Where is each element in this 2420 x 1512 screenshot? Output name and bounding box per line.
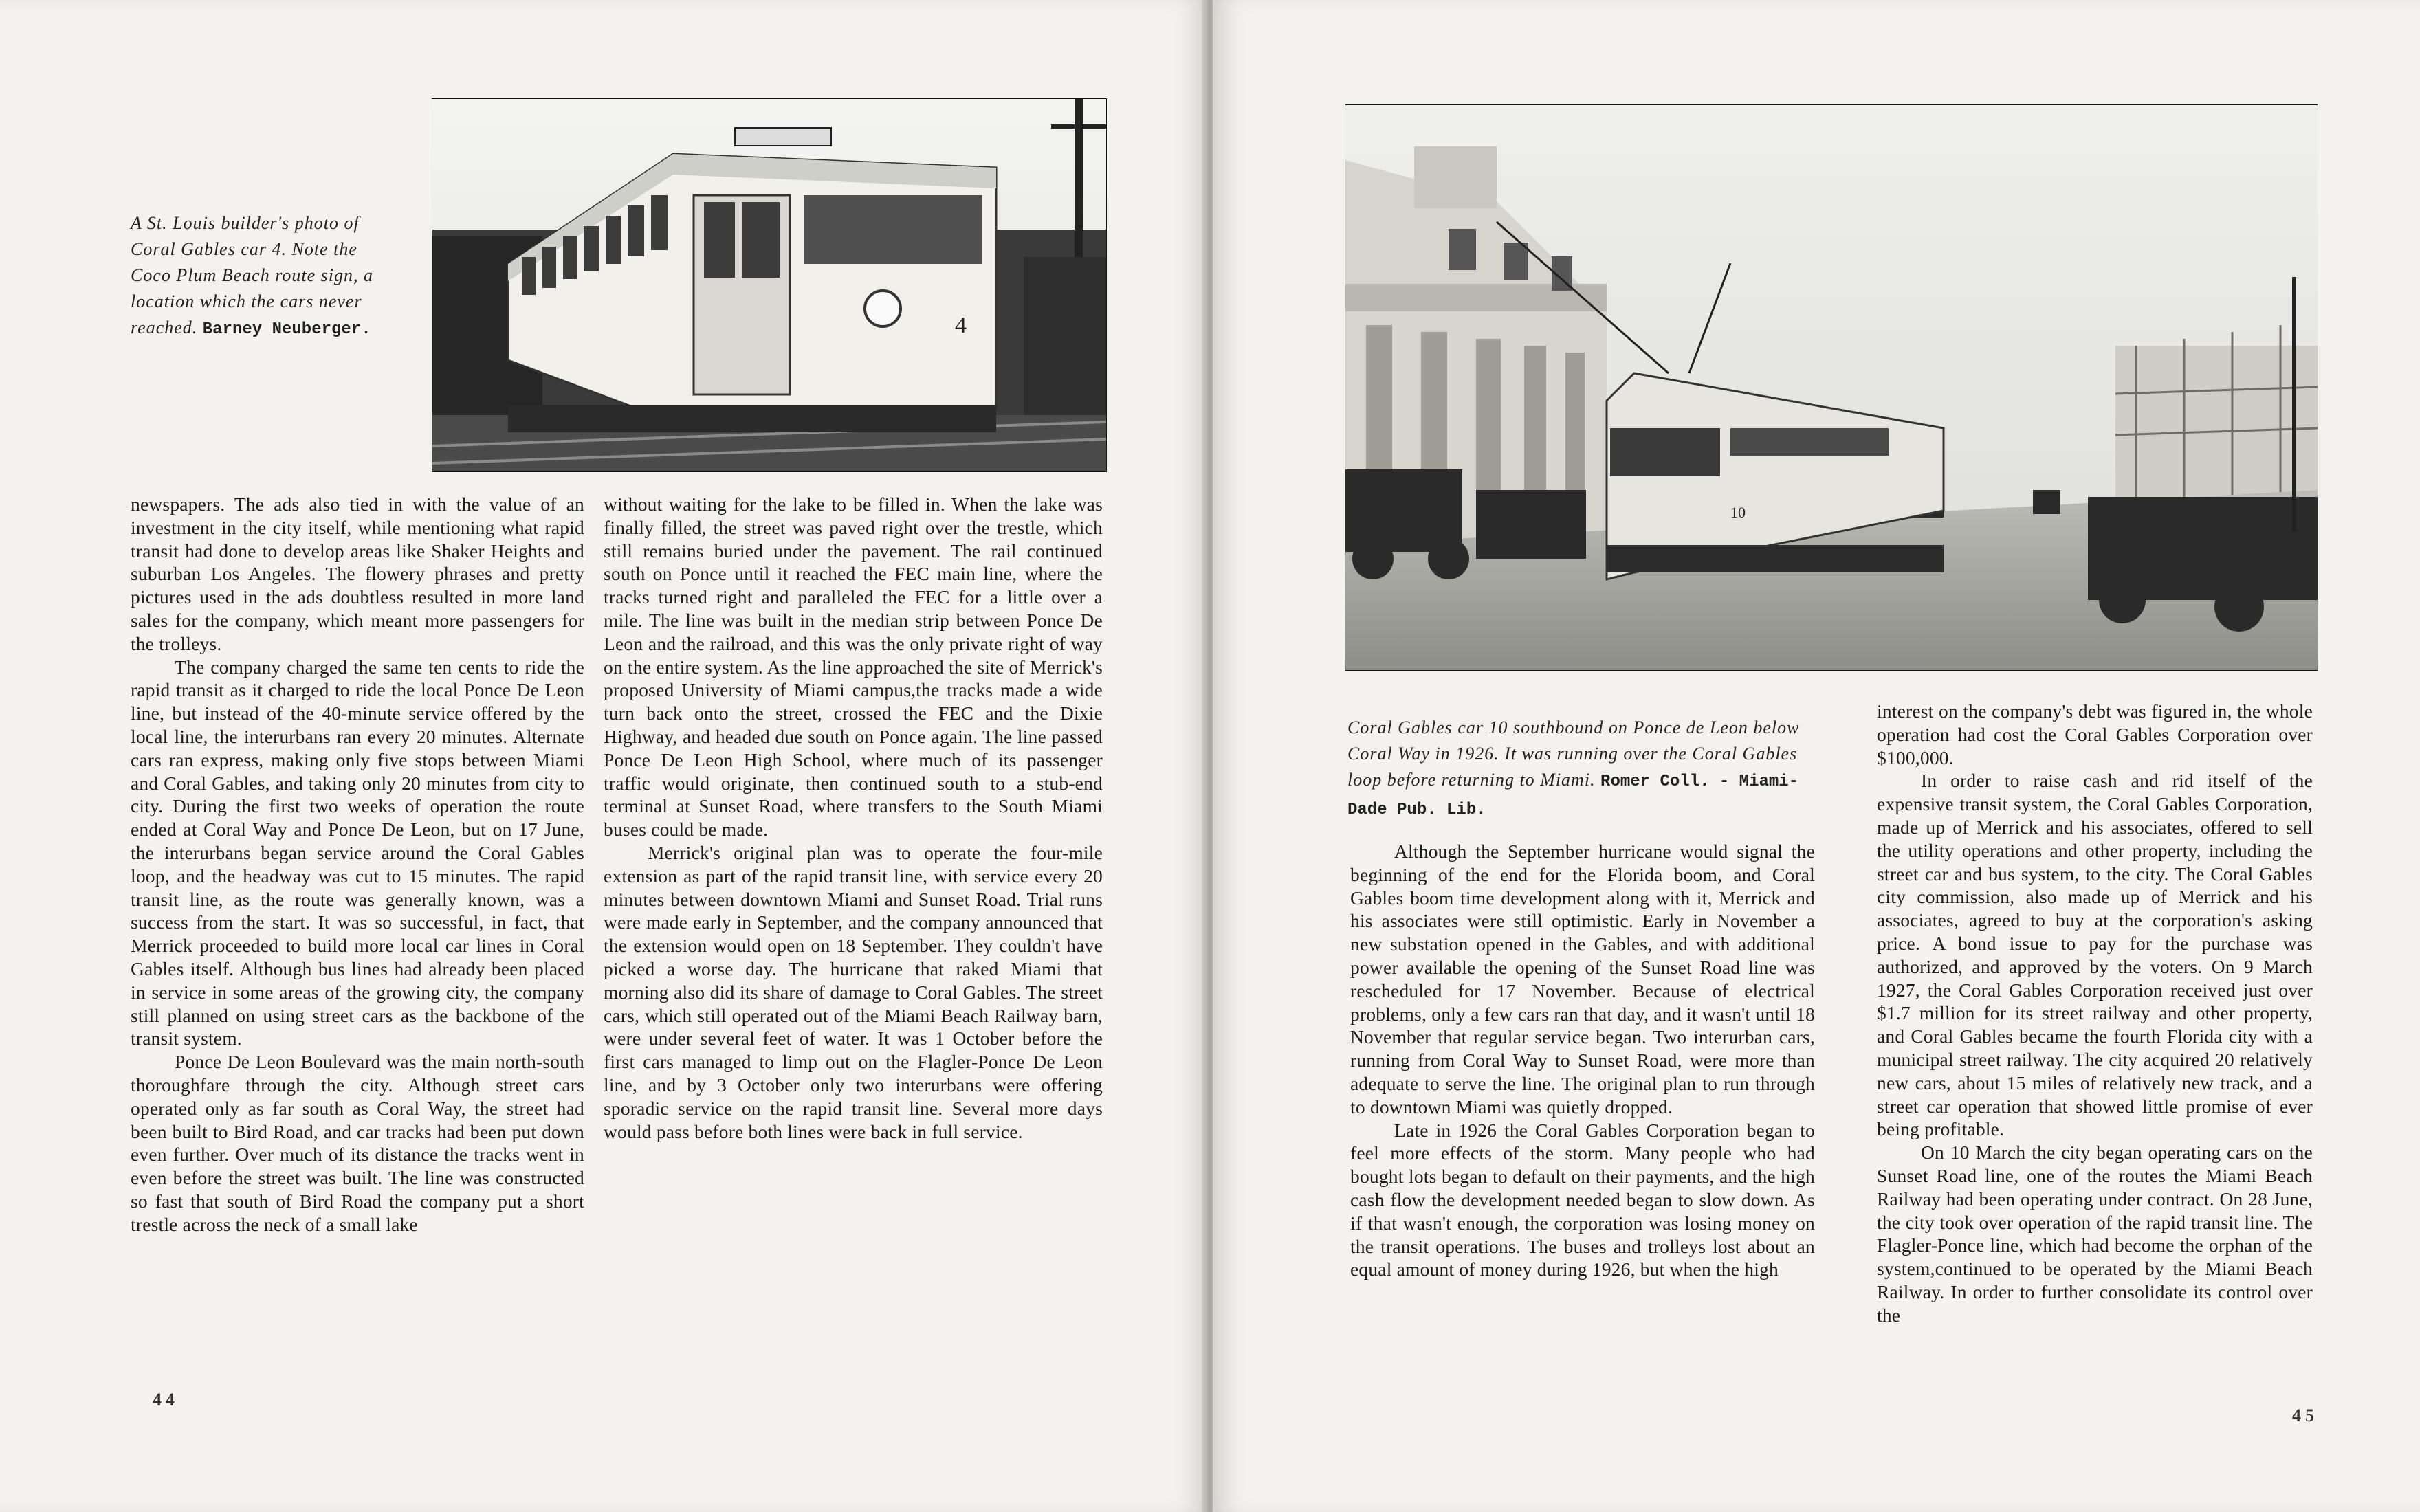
paragraph: Merrick's original plan was to operate the four-mile extension as part of the rapid transit line, with service every 20 minutes between downtown Miami and Sunset Road. Trial runs were made early in September, and the company announced that the extension would open on 18 September. They couldn't have picked a worse day. The hurricane that raked Miami that morning also did its share of damage to Coral Gables. The street cars, which still operated out of the Miami Beach Railway barn, were under several feet of water. It was 1 October before the first cars managed to limp out on the Flagler-Ponce De Leon line, and by 3 October only two interurbans were offering sporadic service on the rapid transit line. Several more days would pass before both lines were back in full service.	[604, 841, 1103, 1142]
paragraph: Although the September hurricane would signal the beginning of the end for the Florida boom, and Coral Gables boom time development along with it, Merrick and his associates were still optimistic. Early in November a new substation opened in the Gables, and with additional power available the opening of the Sunset Road line was rescheduled for 17 November. Because of electrical problems, only a few cars ran that day, and it wasn't until 18 November that regular service began. Two interurban cars, running from Coral Way to Sunset Road, were more than adequate to serve the line. The original plan to run through to downtown Miami was quietly dropped.	[1350, 841, 1815, 1118]
paragraph: newspapers. The ads also tied in with the value of an investment in the city itself, while mentioning what rapid transit had done to develop areas like Shaker Heights and suburban Los Angeles. The flowery phrases and pretty pictures used in the ads doubtless resulted in more land sales for the company, which meant more passengers for the trolleys.	[131, 493, 584, 654]
caption-credit: Romer Coll. - Miami-Dade Pub. Lib.	[1348, 772, 1799, 819]
paragraph: without waiting for the lake to be filled in. When the lake was finally filled, the street was paved right over the trestle, which still remains buried under the pavement. The rail continued south on Ponce until it reached the FEC main line, where the tracks turned right and paralleled the FEC for a little over a mile. The line was built in the median strip between Ponce De Leon and the railroad, and this was the only private right of way on the entire system. As the line approached the site of Merrick's proposed University of Miami campus,the tracks made a wide turn back onto the street, crossed the FEC and the Dixie Highway, and headed due south on Ponce again. The line passed Ponce De Leon High School, where much of its passenger traffic would originate, then continued south to a stub-end terminal at Sunset Road, where transfers to the South Miami buses could be made.	[604, 493, 1103, 841]
svg-text:10: 10	[1730, 504, 1746, 521]
caption-text: A St. Louis builder's photo of Coral Gables car 4. Note the Coco Plum Beach route sign, a location which the cars never reached.	[131, 213, 373, 337]
right-page-column-1	[1350, 840, 1815, 1281]
left-page-column-1	[131, 493, 584, 1236]
streetcar-photo-icon	[432, 99, 1106, 471]
left-page	[0, 0, 1207, 1512]
svg-text:4: 4	[955, 313, 967, 338]
street-scene-photo-icon	[1345, 105, 2318, 670]
caption-text: Coral Gables car 10 southbound on Ponce de Leon below Coral Way in 1926. It was running over the Coral Gables loop before returning to Miami.	[1348, 718, 1800, 790]
paragraph: interest on the company's debt was figured in, the whole operation had cost the Coral Gables Corporation over $100,000.	[1877, 700, 2313, 768]
streetcar-photo	[432, 98, 1107, 472]
page-number: 44	[153, 1390, 179, 1410]
left-photo-caption	[131, 210, 386, 343]
paragraph: The company charged the same ten cents to ride the rapid transit as it charged to ride the local Ponce De Leon line, but instead of the 40-minute service offered by the local line, the interurbans ran every 20 minutes. Alternate cars ran express, making only five stops between Miami and Coral Gables, and taking only 20 minutes from city to city. During the first two weeks of operation the route ended at Coral Way and Ponce De Leon, but on 17 June, the interurbans began service around the Coral Gables loop, and the headway was cut to 15 minutes. The rapid transit line, as the route was generally known, was a success from the start. It was so successful, in fact, that Merrick proceeded to build more local car lines in Coral Gables itself. Although bus lines had already been placed in service in some areas of the growing city, the company still planned on using street cars as the backbone of the transit system.	[131, 656, 584, 1049]
page-number: 45	[2292, 1405, 2318, 1425]
street-scene-photo	[1345, 104, 2318, 671]
left-page-column-2	[604, 493, 1103, 1143]
paragraph: Late in 1926 the Coral Gables Corporation began to feel more effects of the storm. Many people who had bought lots began to default on their payments, and the high cash flow the development needed began to slow down. As if that wasn't enough, the corporation was losing money on the transit operations. The buses and trolleys lost about an equal amount of money during 1926, but when the high	[1350, 1119, 1815, 1280]
right-photo-caption	[1348, 715, 1815, 823]
paragraph: On 10 March the city began operating cars on the Sunset Road line, one of the routes the Miami Beach Railway had been operating under contract. On 28 June, the city took over operation of the rapid transit line. The Flagler-Ponce line, which had become the orphan of the system,continued to be operated by the Miami Beach Railway. In order to further consolidate its control over the	[1877, 1142, 2313, 1326]
paragraph: Ponce De Leon Boulevard was the main north-south thoroughfare through the city. Although street cars operated only as far south as Coral Way, the street had been built to Bird Road, and car tracks had been put down even further. Over much of its distance the tracks went in even before the street was built. The line was constructed so fast that south of Bird Road the company put a short trestle across the neck of a small lake	[131, 1051, 584, 1235]
caption-credit: Barney Neuberger.	[202, 320, 371, 339]
right-page	[1213, 0, 2420, 1512]
right-page-column-2	[1877, 700, 2313, 1327]
paragraph: In order to raise cash and rid itself of the expensive transit system, the Coral Gables Corporation, made up of Merrick and his associates, offered to sell the utility operations and other property, including the street car and bus system, to the city. The Coral Gables city commission, also made up of Merrick and his associates, agreed to buy at the corporation's asking price. A bond issue to pay for the purchase was authorized, and approved by the voters. On 9 March 1927, the Coral Gables Corporation received just over $1.7 million for its street railway and other property, and Coral Gables became the fourth Florida city with a municipal street railway. The city acquired 20 relatively new cars, about 15 miles of relatively new track, and a street car operation that showed little promise of ever being profitable.	[1877, 770, 2313, 1140]
